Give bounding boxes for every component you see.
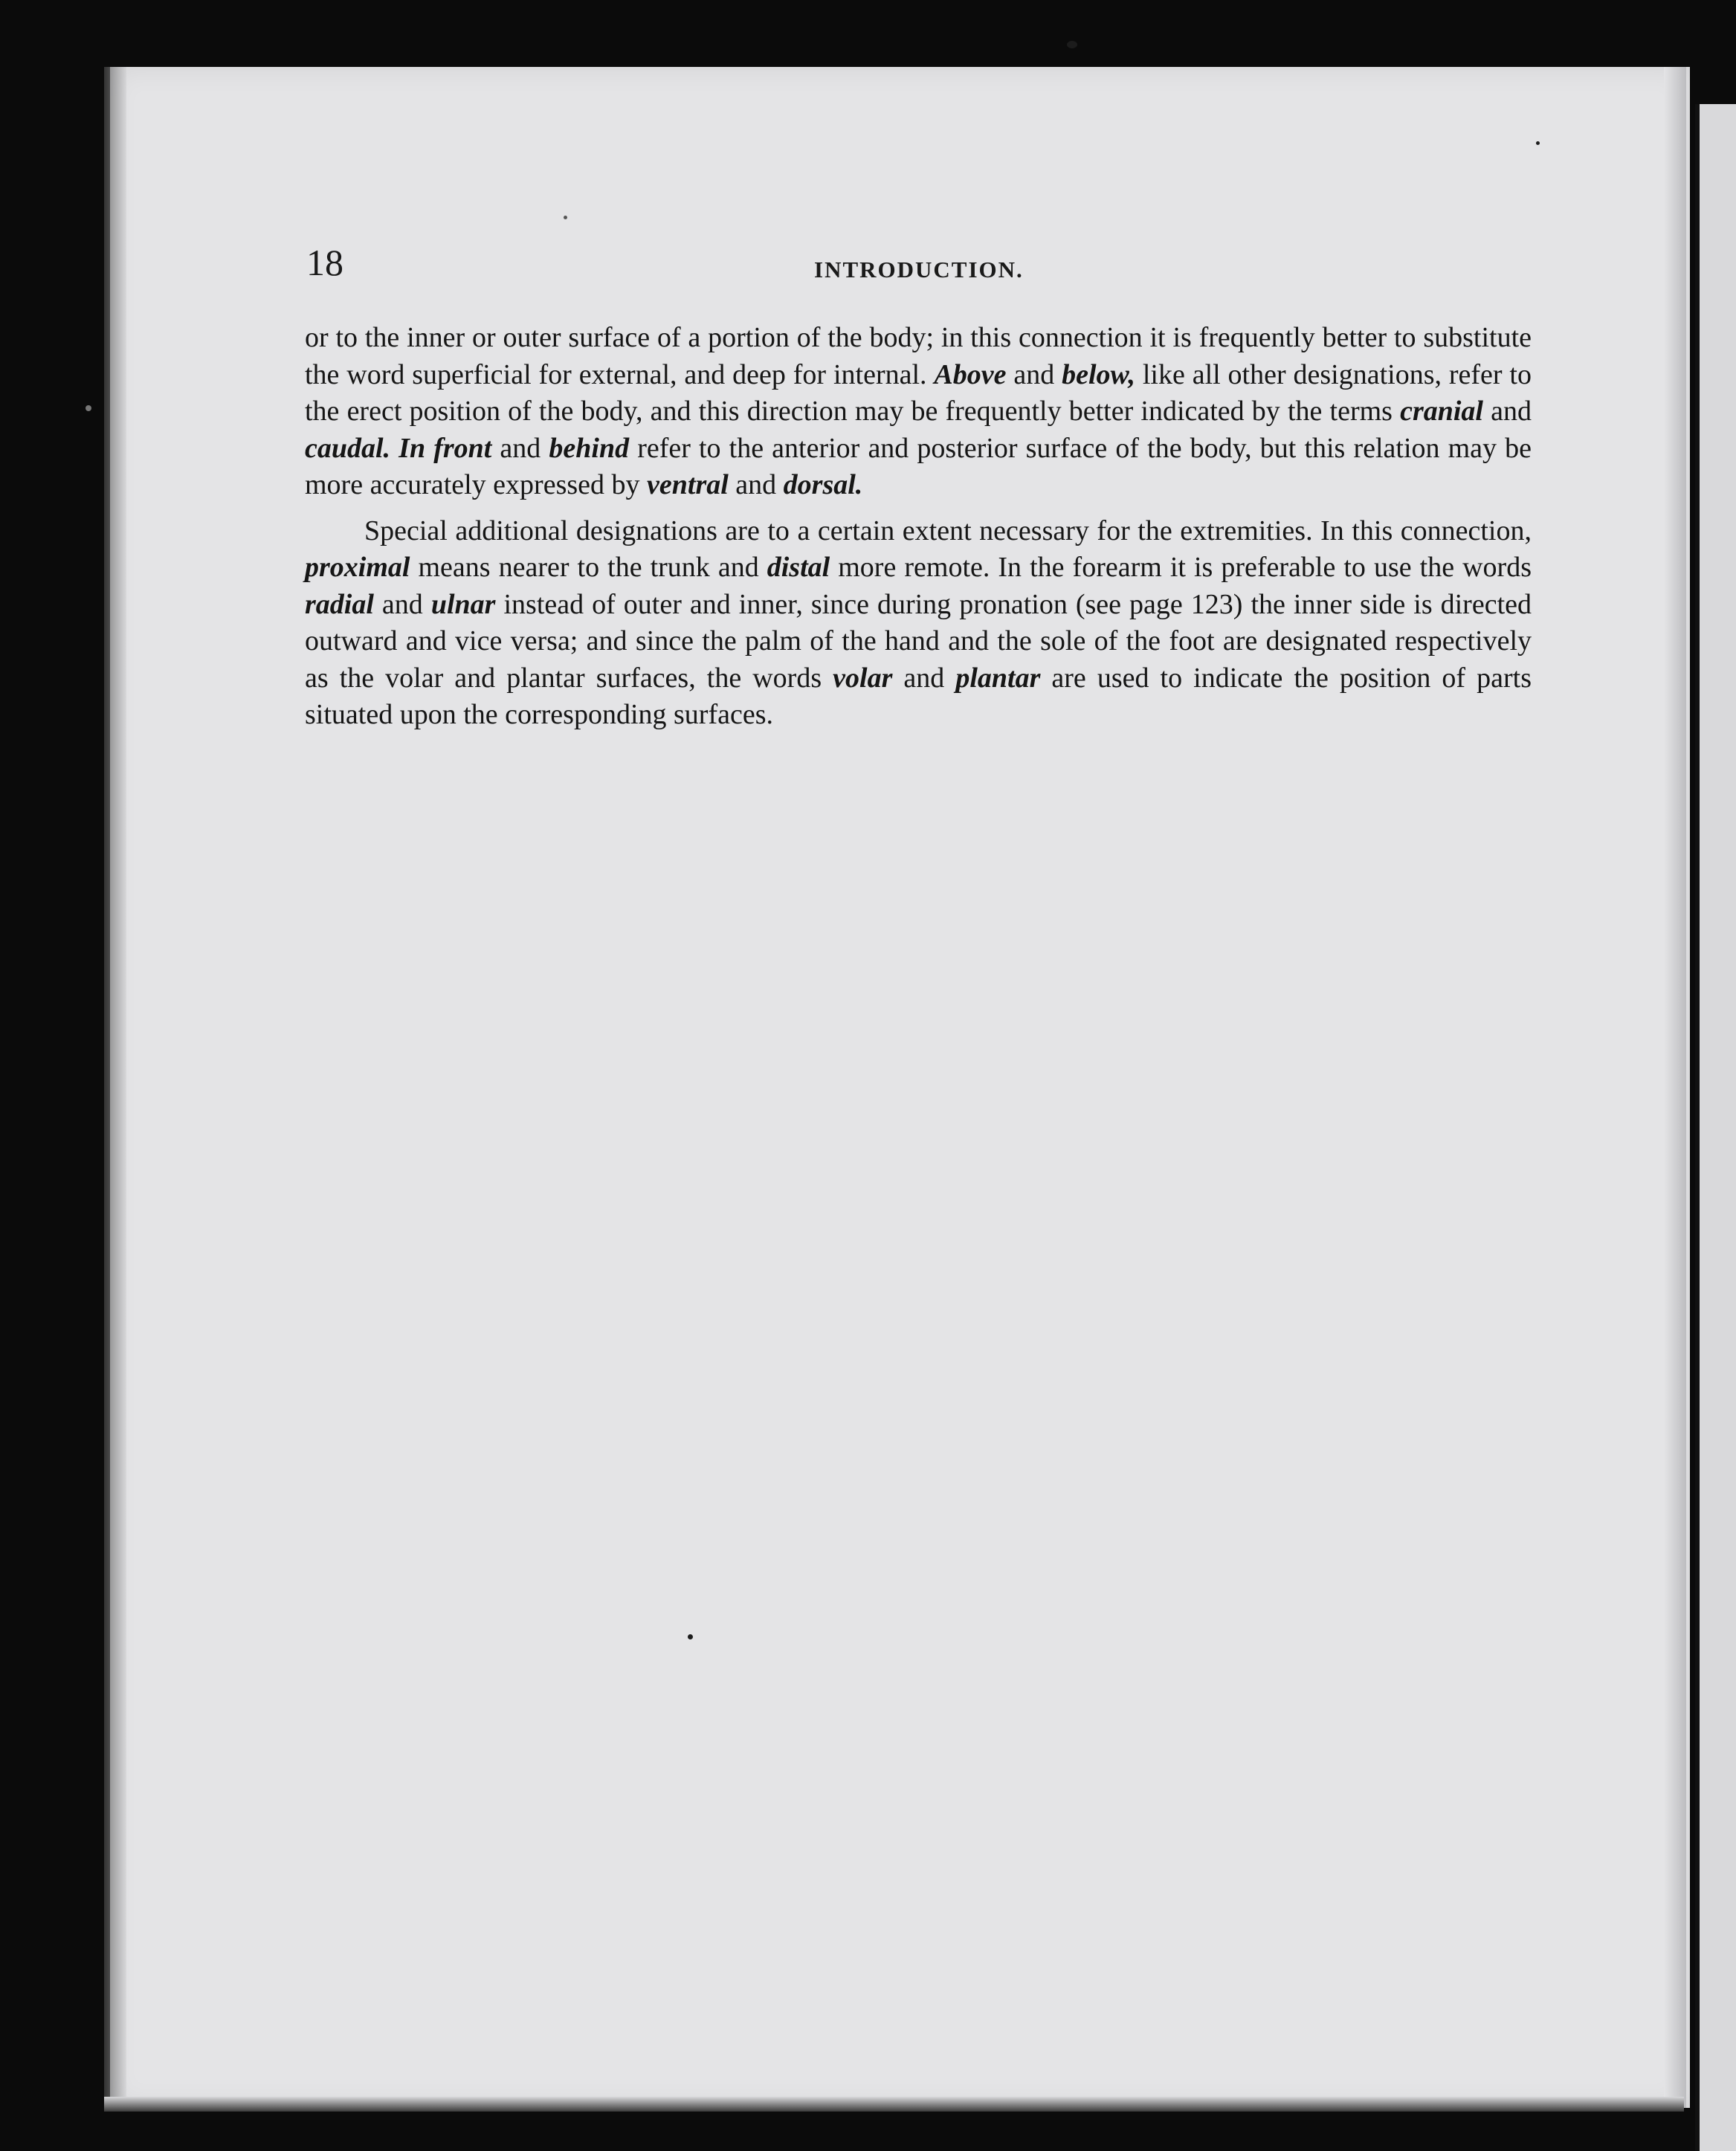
text-run: instead of outer and inner, since during pronation (see page 123) the inner side is directed outward and vice versa; and since the palm of the hand and the sole of the foot are designated respectively as the volar and plantar surfaces, the words (305, 588, 1532, 694)
text-run (390, 433, 398, 464)
text-run: and (892, 662, 956, 694)
text-run: and (1006, 358, 1062, 390)
page-bottom-edge (104, 2097, 1684, 2112)
italic-term: plantar (955, 662, 1041, 694)
text-run: and (1482, 396, 1532, 427)
running-head: INTRODUCTION. (814, 257, 1024, 283)
italic-term: radial (305, 588, 374, 620)
scan-speck (1067, 41, 1077, 48)
italic-term: In front (398, 432, 492, 464)
italic-term: below, (1062, 358, 1135, 390)
page-number: 18 (306, 242, 343, 283)
italic-term: dorsal. (783, 469, 863, 500)
page-gutter-shadow (104, 67, 126, 2108)
text-run: or to the inner or outer surface of a portion of the body; in this connection it is frequently better to substitute the word superficial for external, and deep for internal. (305, 322, 1532, 390)
scan-speck (688, 1634, 693, 1639)
italic-term: behind (549, 432, 630, 464)
scan-speck (1536, 141, 1540, 145)
italic-term: caudal. (305, 432, 391, 464)
facing-page-edge (1695, 104, 1736, 2151)
text-run: refer to the anterior and posterior surface of the body, but this relation may be more accurately expressed by (305, 432, 1532, 500)
page-right-fold (1664, 67, 1686, 2108)
text-run: Special additional designations are to a certain extent necessary for the extremities. In this connection, (364, 515, 1532, 546)
text-run: and (728, 469, 784, 500)
text-run: and (491, 432, 549, 464)
italic-term: distal (767, 552, 830, 583)
italic-term: ulnar (430, 588, 496, 620)
text-run: more remote. In the forearm it is preferable to use the words (830, 552, 1532, 583)
text-run: like all other designations, refer to the erect position of the body, and this direction may be frequently better indicated by the terms (305, 358, 1532, 427)
italic-term: volar (833, 662, 893, 694)
italic-term: Above (934, 358, 1007, 390)
body-text (305, 320, 1532, 743)
italic-term: cranial (1400, 396, 1483, 427)
italic-term: ventral (647, 469, 729, 500)
paragraph-1 (305, 320, 1532, 504)
text-run: are used to indicate the position of parts situated upon the corresponding surfaces. (305, 662, 1532, 730)
scan-speck (564, 216, 567, 219)
scan-speck (85, 405, 91, 411)
italic-term: proximal (305, 552, 410, 583)
text-run: means nearer to the trunk and (410, 552, 767, 583)
paragraph-2 (305, 513, 1532, 734)
text-run: and (373, 588, 431, 620)
